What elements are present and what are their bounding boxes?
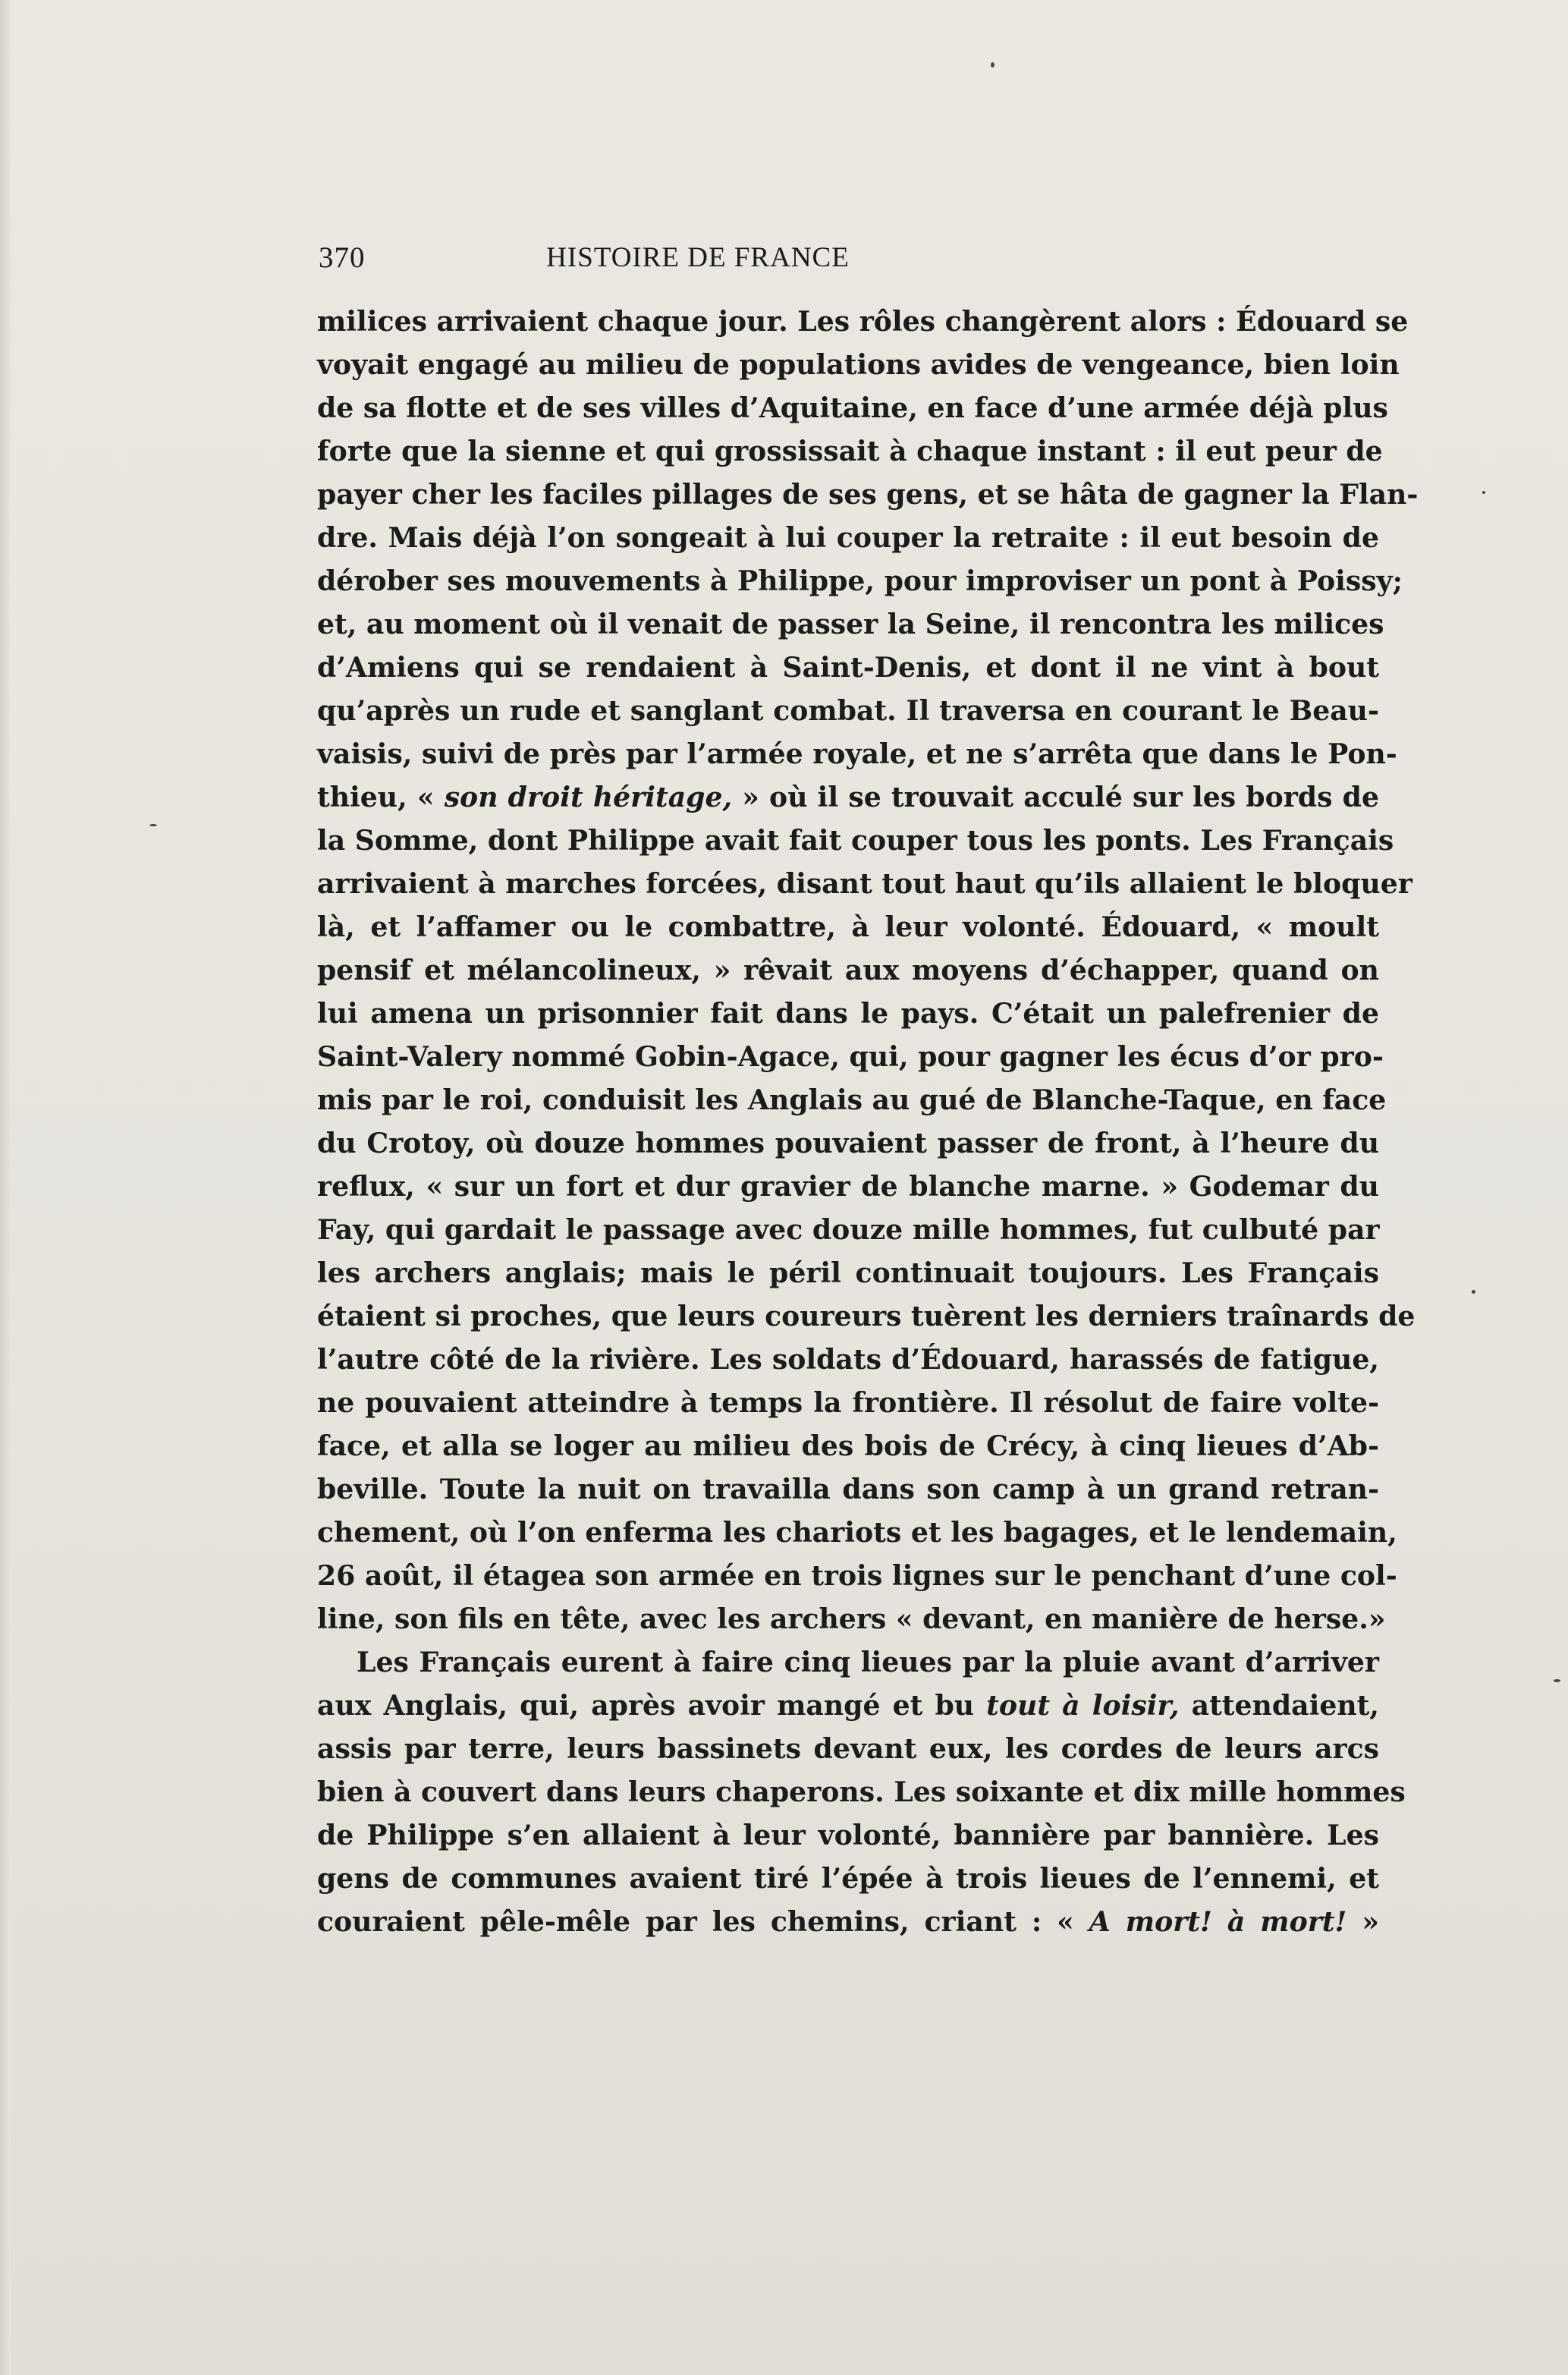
paper-speck bbox=[149, 824, 157, 826]
paper-speck bbox=[1482, 491, 1485, 494]
text-line: chement, où l’on enferma les chariots et les bagages, et le lendemain, bbox=[317, 1516, 1397, 1549]
text-line: étaient si proches, que leurs coureurs tuèrent les derniers traînards de bbox=[317, 1300, 1416, 1332]
text-line: gens de communes avaient tiré l’épée à trois lieues de l’ennemi, et bbox=[317, 1862, 1379, 1895]
body-text bbox=[317, 300, 1419, 1943]
text-segment: attendaient, bbox=[1179, 1689, 1379, 1722]
text-line: du Crotoy, où douze hommes pouvaient passer de front, à l’heure du bbox=[317, 1127, 1379, 1159]
text-line: mis par le roi, conduisit les Anglais au gué de Blanche-Taque, en face bbox=[317, 1084, 1387, 1116]
text-line: là, et l’affamer ou le combattre, à leur volonté. Édouard, « moult bbox=[317, 911, 1379, 943]
text-line: milices arrivaient chaque jour. Les rôles changèrent alors : Édouard se bbox=[317, 305, 1409, 338]
text-line-mixed bbox=[317, 775, 1379, 819]
text-line: et, au moment où il venait de passer la Seine, il rencontra les milices bbox=[317, 608, 1384, 640]
text-line: forte que la sienne et qui grossissait à chaque instant : il eut peur de bbox=[317, 435, 1383, 467]
text-segment: aux Anglais, qui, après avoir mangé et bu bbox=[317, 1689, 987, 1722]
text-line: d’Amiens qui se rendaient à Saint-Denis, et dont il ne vint à bout bbox=[317, 651, 1379, 684]
text-line-mixed bbox=[317, 1900, 1379, 1943]
paper-speck bbox=[1472, 1290, 1475, 1294]
text-line: qu’après un rude et sanglant combat. Il traversa en courant le Beau- bbox=[317, 694, 1379, 727]
text-line: bien à couvert dans leurs chaperons. Les soixante et dix mille hommes bbox=[317, 1776, 1406, 1808]
text-line: vaisis, suivi de près par l’armée royale, et ne s’arrêta que dans le Pon- bbox=[317, 738, 1397, 770]
text-segment: » où il se trouvait acculé sur les bords de bbox=[732, 781, 1379, 813]
text-line: line, son fils en tête, avec les archers « devant, en manière de herse.» bbox=[317, 1603, 1386, 1635]
text-line: face, et alla se loger au milieu des bois de Crécy, à cinq lieues d’Ab- bbox=[317, 1430, 1379, 1462]
text-segment: couraient pêle-mêle par les chemins, criant : « bbox=[317, 1905, 1089, 1938]
text-line: dre. Mais déjà l’on songeait à lui couper la retraite : il eut besoin de bbox=[317, 521, 1379, 554]
text-line: Fay, qui gardait le passage avec douze mille hommes, fut culbuté par bbox=[317, 1213, 1380, 1246]
paper-speck bbox=[1554, 1679, 1560, 1682]
text-line-mixed bbox=[317, 1684, 1379, 1727]
text-line: payer cher les faciles pillages de ses gens, et se hâta de gagner la Flan- bbox=[317, 478, 1419, 511]
text-line: arrivaient à marches forcées, disant tout haut qu’ils allaient le bloquer bbox=[317, 867, 1412, 900]
italic-quote: A mort! à mort! bbox=[1089, 1905, 1347, 1938]
text-line: 26 août, il étagea son armée en trois lignes sur le penchant d’une col- bbox=[317, 1559, 1397, 1592]
page-number: 370 bbox=[319, 241, 366, 274]
text-line: dérober ses mouvements à Philippe, pour improviser un pont à Poissy; bbox=[317, 565, 1403, 597]
text-line: les archers anglais; mais le péril continuait toujours. Les Français bbox=[317, 1257, 1379, 1289]
text-segment: thieu, « bbox=[317, 781, 445, 813]
running-head bbox=[319, 235, 1017, 281]
page-edge-shadow bbox=[0, 0, 11, 2375]
italic-quote: tout à loisir, bbox=[986, 1689, 1180, 1722]
text-line: de Philippe s’en allaient à leur volonté, bannière par bannière. Les bbox=[317, 1819, 1379, 1851]
text-line: la Somme, dont Philippe avait fait couper tous les ponts. Les Français bbox=[317, 824, 1394, 857]
italic-quote: son droit héritage, bbox=[444, 781, 733, 813]
text-line: reflux, « sur un fort et dur gravier de blanche marne. » Godemar du bbox=[317, 1170, 1379, 1203]
text-line: Les Français eurent à faire cinq lieues par la pluie avant d’arriver bbox=[357, 1646, 1379, 1678]
text-line: pensif et mélancolineux, » rêvait aux moyens d’échapper, quand on bbox=[317, 954, 1379, 986]
paper-speck bbox=[991, 62, 995, 68]
text-line: ne pouvaient atteindre à temps la frontière. Il résolut de faire volte- bbox=[317, 1386, 1379, 1419]
running-title: HISTOIRE DE FRANCE bbox=[546, 242, 850, 273]
text-line: assis par terre, leurs bassinets devant eux, les cordes de leurs arcs bbox=[317, 1732, 1379, 1765]
text-segment: » bbox=[1346, 1905, 1379, 1938]
text-line: l’autre côté de la rivière. Les soldats d’Édouard, harassés de fatigue, bbox=[317, 1343, 1379, 1376]
text-line: Saint-Valery nommé Gobin-Agace, qui, pour gagner les écus d’or pro- bbox=[317, 1040, 1384, 1073]
text-line: de sa flotte et de ses villes d’Aquitaine, en face d’une armée déjà plus bbox=[317, 392, 1388, 424]
text-line: lui amena un prisonnier fait dans le pays. C’était un palefrenier de bbox=[317, 997, 1379, 1030]
text-line: voyait engagé au milieu de populations avides de vengeance, bien loin bbox=[317, 348, 1400, 381]
text-line: beville. Toute la nuit on travailla dans son camp à un grand retran- bbox=[317, 1473, 1379, 1505]
